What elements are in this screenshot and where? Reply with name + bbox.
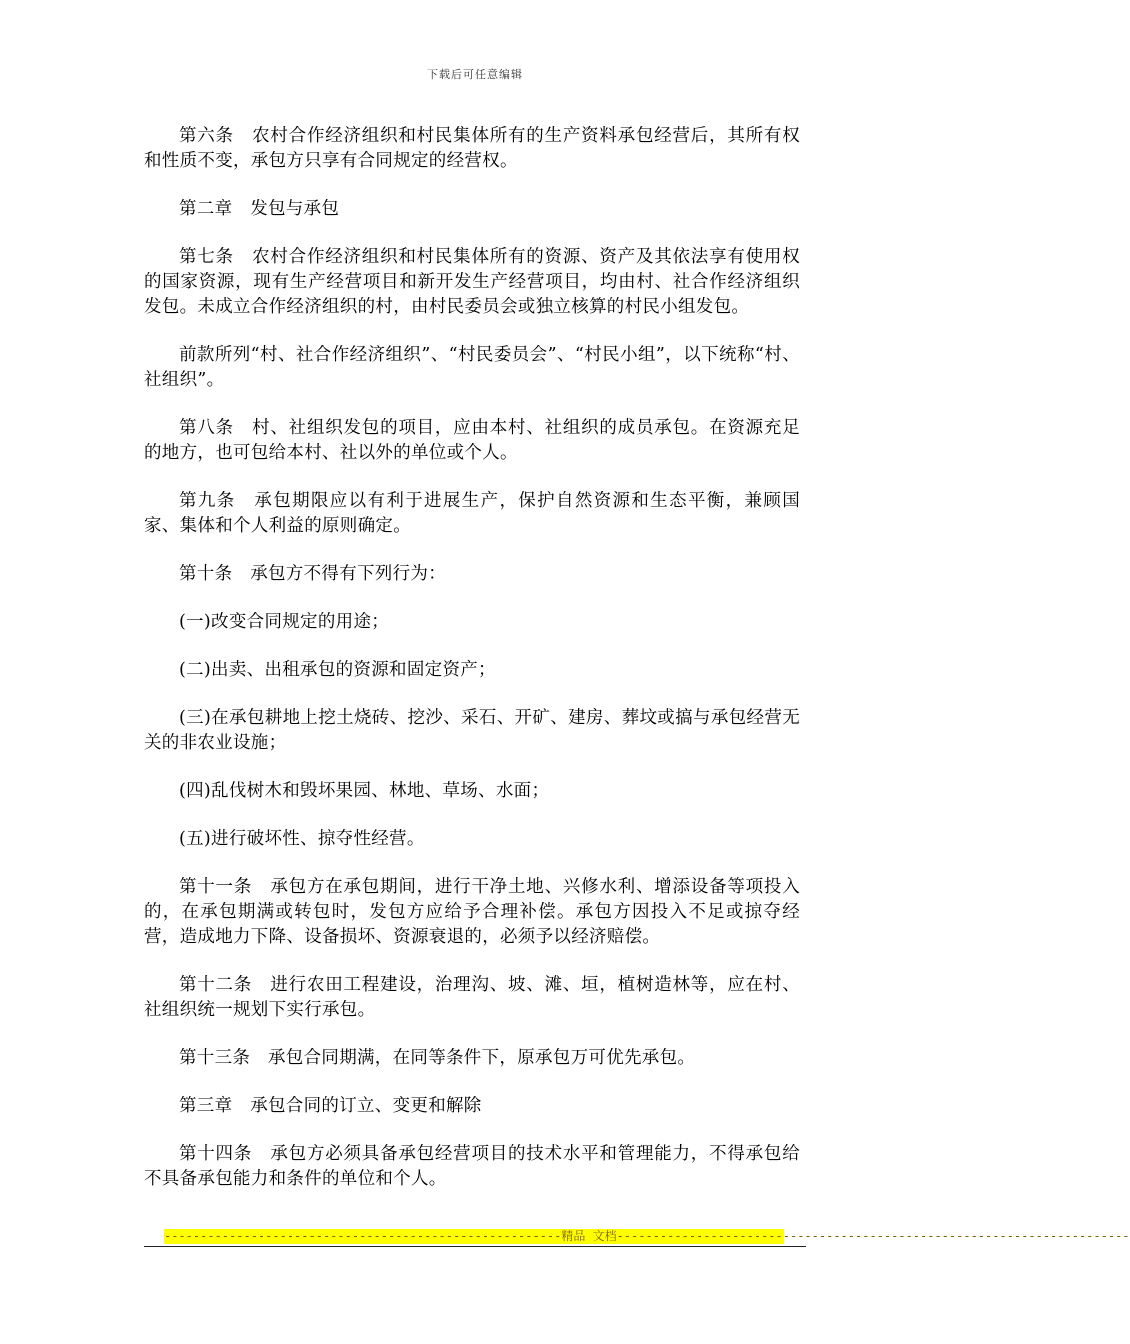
article-10-item-5: (五)进行破坏性、掠夺性经营。: [179, 829, 425, 849]
footer-banner: -------------------------------------------------------精品 文档-----------------------------------------------------------------------: [164, 1229, 1130, 1243]
article-14: 第十四条 承包方必须具备承包经营项目的技术水平和管理能力，不得承包给不具备承包能力和条件的单位和个人。: [144, 1144, 800, 1189]
article-10: 第十条 承包方不得有下列行为：: [179, 564, 446, 584]
article-10-item-2: (二)出卖、出租承包的资源和固定资产；: [179, 660, 496, 680]
article-7-note: 前款所列“村、社合作经济组织”、“村民委员会”、“村民小组”，以下统称“村、社组织”。: [144, 345, 800, 390]
article-9: 第九条 承包期限应以有利于进展生产，保护自然资源和生态平衡，兼顾国家、集体和个人利益的原则确定。: [144, 491, 800, 536]
chapter-3-heading: 第三章 承包合同的订立、变更和解除: [179, 1096, 482, 1116]
chapter-2-heading: 第二章 发包与承包: [179, 199, 340, 219]
article-10-item-1: (一)改变合同规定的用途；: [179, 612, 390, 632]
article-10-item-4: (四)乱伐树木和毁坏果园、林地、草场、水面；: [179, 781, 550, 801]
article-11: 第十一条 承包方在承包期间，进行干净土地、兴修水利、增添设备等项投入的，在承包期满或转包时，发包方应给予合理补偿。承包方因投入不足或掠夺经营，造成地力下降、设备损坏、资源衰退的，必须予以经济赔偿。: [144, 877, 800, 947]
article-6: 第六条 农村合作经济组织和村民集体所有的生产资料承包经营后，其所有权和性质不变，承包方只享有合同规定的经营权。: [144, 126, 800, 171]
article-10-item-3: (三)在承包耕地上挖土烧砖、挖沙、采石、开矿、建房、葬坟或搞与承包经营无关的非农业设施；: [144, 708, 800, 753]
article-8: 第八条 村、社组织发包的项目，应由本村、社组织的成员承包。在资源充足的地方，也可包给本村、社以外的单位或个人。: [144, 418, 800, 463]
document-body: [144, 124, 800, 1215]
article-12: 第十二条 进行农田工程建设，治理沟、坡、滩、垣，植树造林等，应在村、社组织统一规划下实行承包。: [144, 975, 800, 1020]
header-note: 下载后可任意编辑: [427, 68, 523, 81]
article-13: 第十三条 承包合同期满，在同等条件下，原承包万可优先承包。: [179, 1048, 696, 1068]
article-7: 第七条 农村合作经济组织和村民集体所有的资源、资产及其依法享有使用权的国家资源，现有生产经营项目和新开发生产经营项目，均由村、社合作经济组织发包。未成立合作经济组织的村，由村民委员会或独立核算的村民小组发包。: [144, 247, 800, 317]
footer-divider: [144, 1246, 806, 1247]
